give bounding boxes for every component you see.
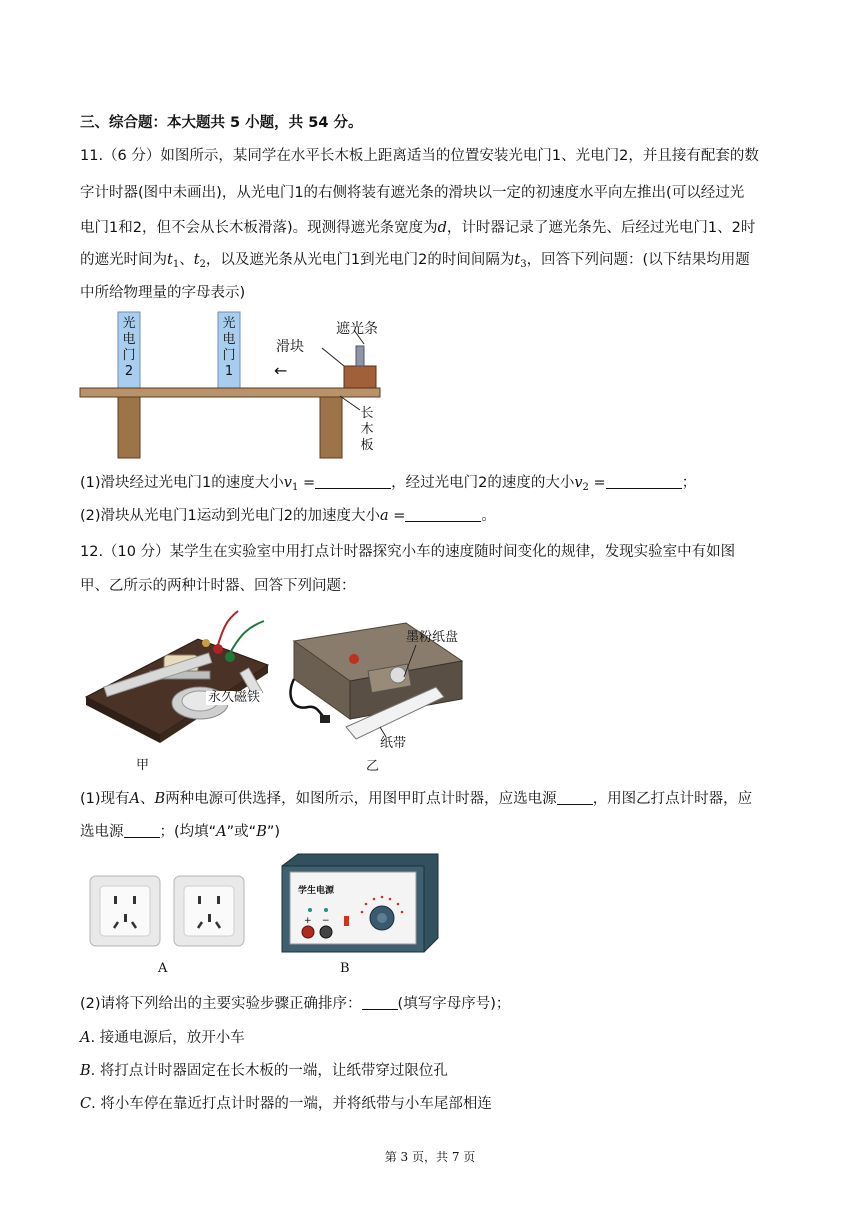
separator: 、	[140, 791, 155, 807]
q11-sub-q1-end: ；	[681, 475, 697, 491]
q11-figure	[78, 310, 398, 460]
q11-line-5: 中所给物理量的字母表示)	[80, 285, 246, 301]
power-supply-minus: −	[322, 916, 330, 926]
q12-sub-q1-text-c: ，用图乙打点计时器，应	[592, 791, 753, 807]
gate-2-char: 门	[122, 348, 136, 363]
q12-line-2: 甲、乙所示的两种计时器、回答下列问题：	[80, 578, 356, 594]
step-C	[80, 1094, 785, 1114]
step-B-text: . 将打点计时器固定在长木板的一端，让纸带穿过限位孔	[90, 1063, 448, 1079]
gate-2-char: 光	[122, 316, 136, 331]
var-t3	[514, 252, 526, 268]
answer-blank-v1[interactable]	[315, 474, 391, 489]
q11-sub-q2	[80, 506, 785, 526]
q12-sub-q1-text-a: (1)现有	[80, 791, 130, 807]
permanent-magnet-label: 永久磁铁	[208, 690, 261, 705]
power-supply-plus: +	[304, 916, 312, 926]
q12-sub-q2-end: (填写字母序号)；	[397, 996, 511, 1012]
left-arrow-icon: ←	[274, 361, 288, 380]
equals-sign: =	[388, 508, 406, 524]
step-B	[80, 1061, 785, 1081]
var-B: B	[256, 824, 267, 840]
q11-line-3	[80, 218, 785, 238]
var-t-letter: t	[514, 252, 521, 268]
q12-sub-q1-line-2-text-a: 选电源	[80, 824, 124, 840]
board-leg-left	[118, 397, 140, 458]
figure-yi-caption: 乙	[366, 759, 380, 774]
q11-sub-q1-text-a: (1)滑块经过光电门1的速度大小	[80, 475, 284, 491]
board-char: 板	[360, 438, 374, 453]
section-heading: 三、综合题：本大题共 5 小题，共 54 分。	[80, 115, 363, 131]
subscript-2: 2	[199, 259, 206, 270]
q11-line-3-text-a: 电门1和2，但不会从长木板滑落)。现测得遮光条宽度为	[80, 220, 438, 236]
var-t-letter: t	[193, 252, 200, 268]
var-t-letter: t	[167, 252, 173, 268]
subscript-1: 1	[291, 482, 299, 493]
figure-yi	[286, 615, 476, 775]
board-label	[358, 406, 376, 454]
board-char: 长	[360, 406, 374, 421]
q11-line-3-text-b: ，计时器记录了遮光条先、后经过光电门1、2时	[446, 220, 756, 236]
equals-sign: =	[298, 475, 316, 491]
equals-sign: =	[588, 475, 606, 491]
slider-label: 滑块	[276, 339, 304, 355]
board-pointer	[340, 396, 360, 410]
var-v-letter: v	[283, 475, 292, 491]
answer-blank-yi[interactable]	[124, 823, 160, 838]
var-v1	[284, 475, 299, 491]
board-char: 木	[360, 422, 374, 437]
board-leg-right	[320, 397, 342, 458]
power-supply-title: 学生电源	[298, 886, 335, 896]
q11-sub-q1	[80, 473, 785, 498]
gate-1-char: 1	[224, 364, 234, 379]
power-caption-B: B	[340, 961, 350, 976]
var-t1	[167, 252, 179, 268]
step-B-letter: B	[80, 1063, 91, 1079]
var-v-letter: v	[574, 475, 583, 491]
paper-tape-label: 纸带	[380, 736, 407, 751]
q12-sub-q1-text-b: 两种电源可供选择，如图所示，用图甲盯点计时器，应选电源	[165, 791, 557, 807]
separator: 、	[179, 252, 194, 268]
subscript-1: 1	[172, 259, 180, 270]
gate-1-char: 电	[222, 332, 236, 347]
q11-sub-q2-end: 。	[481, 508, 496, 524]
step-A-text: . 接通电源后，放开小车	[90, 1030, 245, 1046]
answer-blank-jia[interactable]	[557, 790, 593, 805]
subscript-3: 3	[520, 259, 527, 270]
q11-line-4	[80, 250, 785, 275]
q12-sub-q1-line-2-text-d: ”)	[266, 824, 281, 840]
q11-line-4-text-b: ，以及遮光条从光电门1到光电门2的时间间隔为	[205, 252, 515, 268]
gate-1-char: 门	[222, 348, 236, 363]
q11-line-1: 11.（6 分）如图所示，某同学在水平长木板上距离适当的位置安装光电门1、光电门2，并且接有配套的数	[80, 148, 759, 164]
gate-1-label	[220, 316, 238, 380]
step-C-text: . 将小车停在靠近打点计时器的一端，并将纸带与小车尾部相连	[91, 1096, 492, 1112]
gate-2-char: 2	[124, 364, 134, 379]
q11-line-4-text-a: 的遮光时间为	[80, 252, 167, 268]
power-source-figure	[86, 852, 446, 980]
slider-block	[344, 366, 376, 388]
q11-line-4-text-c: ，回答下列问题：(以下结果均用题	[526, 252, 750, 268]
answer-blank-a[interactable]	[405, 507, 481, 522]
gate-2-char: 电	[122, 332, 136, 347]
var-v2	[574, 475, 589, 491]
figure-jia-caption: 甲	[136, 758, 150, 773]
q12-line-1: 12.（10 分）某学生在实验室中用打点计时器探究小车的速度随时间变化的规律，发现实验室中有如图	[80, 544, 736, 560]
shade-strip-label: 遮光条	[336, 321, 378, 337]
q11-line-2: 字计时器(图中未画出)，从光电门1的右侧将装有遮光条的滑块以一定的初速度水平向左推出(可以经过光	[80, 185, 745, 201]
gate-1-char: 光	[222, 316, 236, 331]
step-A	[80, 1028, 785, 1048]
q12-sub-q1-line-2	[80, 822, 785, 842]
var-t2	[194, 252, 206, 268]
q12-sub-q1-line-1	[80, 789, 785, 809]
toner-disk-label: 墨粉纸盘	[406, 630, 459, 645]
power-caption-A: A	[158, 961, 168, 976]
shade-strip	[356, 346, 364, 366]
board	[80, 388, 380, 397]
q12-sub-q2-text: (2)请将下列给出的主要实验步骤正确排序：	[80, 996, 362, 1012]
var-B: B	[154, 791, 166, 807]
answer-blank-order[interactable]	[362, 995, 398, 1010]
electromagnetic-timer-image	[78, 605, 278, 745]
var-A: A	[129, 791, 141, 807]
page-footer: 第 3 页，共 7 页	[384, 1150, 476, 1164]
q12-sub-q1-line-2-text-b: ；(均填“	[159, 824, 217, 840]
answer-blank-v2[interactable]	[606, 474, 682, 489]
step-C-letter: C	[80, 1096, 92, 1112]
slider-pointer	[322, 348, 344, 366]
q12-sub-q2	[80, 994, 785, 1014]
power-sources-image	[86, 852, 446, 956]
var-A: A	[216, 824, 227, 840]
figure-jia	[78, 605, 278, 775]
q11-sub-q1-text-b: ，经过光电门2的速度的大小	[391, 475, 575, 491]
q11-sub-q2-text-a: (2)滑块从光电门1运动到光电门2的加速度大小	[80, 508, 380, 524]
var-d: d	[437, 220, 447, 236]
gate-2-label	[120, 316, 138, 380]
step-A-letter: A	[80, 1030, 91, 1046]
q12-sub-q1-line-2-text-c: ”或“	[226, 824, 257, 840]
subscript-2: 2	[582, 482, 589, 493]
var-a: a	[380, 508, 389, 524]
